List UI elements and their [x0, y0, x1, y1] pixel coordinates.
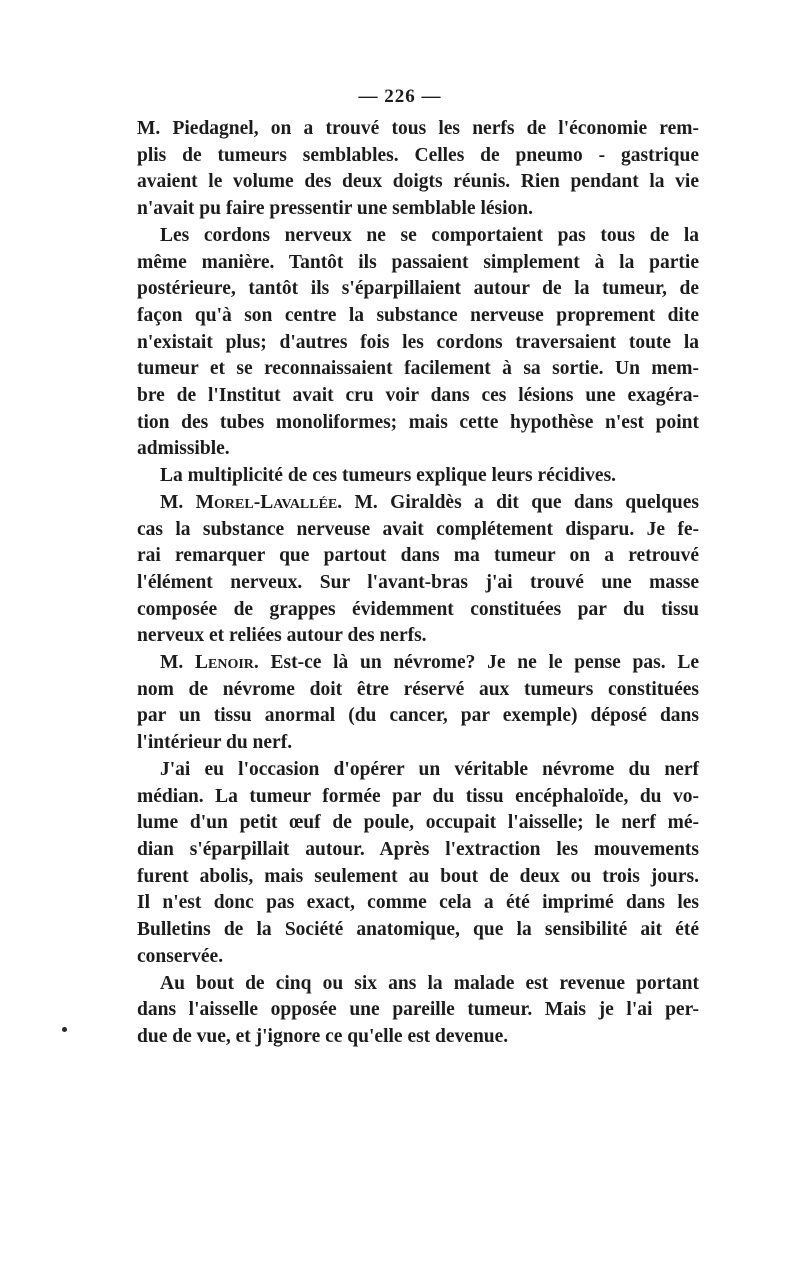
line-text: nom de névrome doit être réservé aux tumeurs constituées — [137, 678, 699, 700]
line-text: cas la substance nerveuse avait complétement disparu. Je fe- — [137, 518, 699, 540]
line-text: nerveux et reliées autour des nerfs. — [137, 625, 427, 647]
text-line — [137, 597, 699, 624]
text-line — [137, 356, 699, 383]
line-text: tion des tubes monoliformes; mais cette hypothèse n'est point — [137, 411, 699, 433]
text-line — [137, 810, 699, 837]
text-line — [137, 730, 699, 757]
page-number: — 226 — — [358, 86, 442, 107]
line-text: admissible. — [137, 438, 230, 460]
line-text: Est-ce là un névrome? Je ne le pense pas. Le — [270, 652, 699, 674]
line-text: avaient le volume des deux doigts réunis. Rien pendant la vie — [137, 171, 699, 193]
text-line — [137, 330, 699, 357]
line-text: lume d'un petit œuf de poule, occupait l'aisselle; le nerf mé- — [137, 812, 699, 834]
text-line — [137, 944, 699, 971]
text-line — [137, 196, 699, 223]
text-line — [137, 436, 699, 463]
text-line — [137, 517, 699, 544]
line-text: dian s'éparpillait autour. Après l'extraction les mouvements — [137, 838, 699, 860]
line-text: l'élément nerveux. Sur l'avant-bras j'ai trouvé une masse — [137, 571, 699, 593]
text-line — [137, 864, 699, 891]
text-line — [137, 703, 699, 730]
line-text: par un tissu anormal (du cancer, par exemple) déposé dans — [137, 705, 699, 727]
line-text: même manière. Tantôt ils passaient simplement à la partie — [137, 251, 699, 273]
line-text: furent abolis, mais seulement au bout de deux ou trois jours. — [137, 865, 699, 887]
speaker-name: M. Morel-Lavallée. — [160, 491, 343, 513]
text-line — [137, 143, 699, 170]
line-text: composée de grappes évidemment constituées par du tissu — [137, 598, 699, 620]
text-line — [137, 1024, 699, 1051]
line-text: façon qu'à son centre la substance nerveuse proprement dite — [137, 304, 699, 326]
line-text: n'existait plus; d'autres fois les cordons traversaient toute la — [137, 331, 699, 353]
text-line — [137, 116, 699, 143]
line-text: rai remarquer que partout dans ma tumeur on a retrouvé — [137, 545, 699, 567]
text-line — [137, 169, 699, 196]
text-line — [137, 677, 699, 704]
text-line — [137, 276, 699, 303]
text-line — [137, 410, 699, 437]
line-text: n'avait pu faire pressentir une semblable lésion. — [137, 198, 533, 220]
text-line — [137, 490, 699, 517]
line-text: due de vue, et j'ignore ce qu'elle est devenue. — [137, 1025, 509, 1047]
text-line — [137, 223, 699, 250]
text-line — [137, 784, 699, 811]
text-line — [137, 623, 699, 650]
line-text: M. Giraldès a dit que dans quelques — [354, 491, 700, 513]
line-text: M. Piedagnel, on a trouvé tous les nerfs de l'économie rem- — [137, 118, 699, 139]
text-line — [137, 837, 699, 864]
speaker-name: M. Lenoir. — [160, 652, 259, 674]
line-text: Il n'est donc pas exact, comme cela a été imprimé dans les — [137, 892, 699, 914]
line-text: postérieure, tantôt ils s'éparpillaient autour de la tumeur, de — [137, 278, 699, 300]
text-line — [137, 543, 699, 570]
text-line — [137, 757, 699, 784]
margin-ink-spot — [62, 1027, 67, 1032]
line-text: Au bout de cinq ou six ans la malade est revenue portant — [160, 972, 699, 994]
text-line — [137, 383, 699, 410]
line-text: dans l'aisselle opposée une pareille tumeur. Mais je l'ai per- — [137, 999, 699, 1021]
line-text: Les cordons nerveux ne se comportaient pas tous de la — [160, 224, 699, 246]
text-line — [137, 303, 699, 330]
line-text: conservée. — [137, 945, 224, 967]
line-text: La multiplicité de ces tumeurs explique leurs récidives. — [160, 465, 617, 487]
text-line — [137, 890, 699, 917]
line-text: bre de l'Institut avait cru voir dans ces lésions une exagéra- — [137, 385, 699, 407]
text-line — [137, 997, 699, 1024]
text-line — [137, 971, 699, 998]
text-line — [137, 650, 699, 677]
text-line — [137, 917, 699, 944]
line-text: médian. La tumeur formée par du tissu encéphaloïde, du vo- — [137, 785, 699, 807]
text-line — [137, 570, 699, 597]
line-text: Bulletins de la Société anatomique, que la sensibilité ait été — [137, 919, 699, 941]
text-line — [137, 463, 699, 490]
text-line — [137, 250, 699, 277]
line-text: l'intérieur du nerf. — [137, 732, 293, 754]
line-text: J'ai eu l'occasion d'opérer un véritable névrome du nerf — [160, 758, 699, 780]
line-text: tumeur et se reconnaissaient facilement à sa sortie. Un mem- — [137, 358, 699, 380]
body-text — [137, 116, 699, 1051]
line-text: plis de tumeurs semblables. Celles de pneumo - gastrique — [137, 144, 699, 166]
